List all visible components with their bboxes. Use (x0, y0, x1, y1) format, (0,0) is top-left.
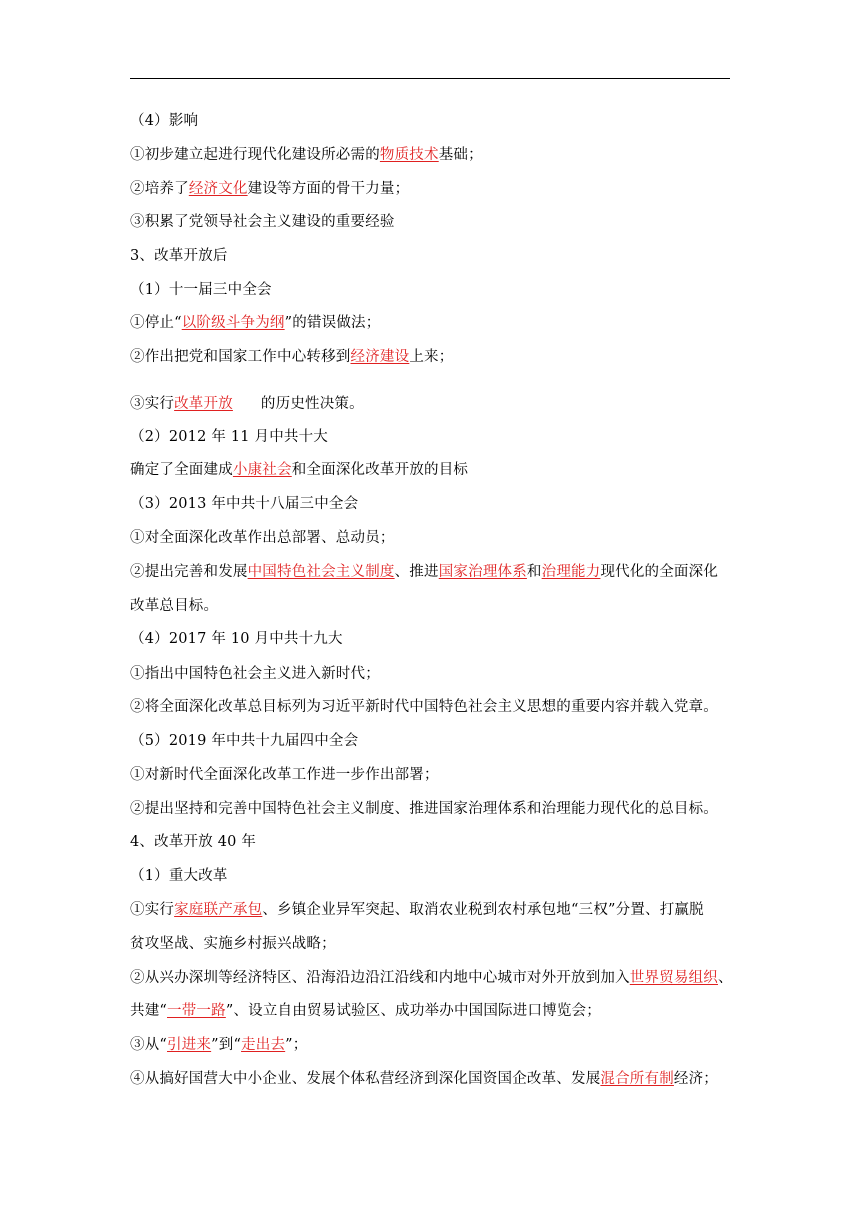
key-term: 中国特色社会主义制度 (247, 564, 395, 580)
list-item: ③实行改革开放 的历史性决策。 (130, 396, 364, 412)
subsection-heading: （1）十一届三中全会 (130, 282, 272, 298)
list-item-continued: 改革总目标。 (130, 598, 219, 614)
section-heading: 4、改革开放 40 年 (130, 834, 257, 850)
key-term: 经济文化 (188, 181, 248, 197)
list-item: ②提出完善和发展中国特色社会主义制度、推进国家治理体系和治理能力现代化的全面深化 (130, 564, 719, 580)
list-item: ①初步建立起进行现代化建设所必需的物质技术基础； (130, 147, 483, 163)
key-term: 以阶级斗争为纲 (181, 315, 285, 331)
list-item: ①实行家庭联产承包、乡镇企业异军突起、取消农业税到农村承包地“三权”分置、打赢脱 (130, 902, 704, 918)
header-rule (130, 78, 730, 79)
key-term: 经济建设 (350, 349, 410, 365)
section-heading: 3、改革开放后 (130, 248, 228, 264)
list-item: ④从搞好国营大中小企业、发展个体私营经济到深化国资国企改革、发展混合所有制经济； (130, 1071, 719, 1087)
key-term: 引进来 (167, 1037, 212, 1053)
key-term: 国家治理体系 (438, 564, 527, 580)
subsection-heading: （3）2013 年中共十八届三中全会 (130, 496, 359, 512)
list-item: ①停止“以阶级斗争为纲”的错误做法； (130, 315, 381, 331)
list-item: ③从“引进来”到“走出去”； (130, 1037, 308, 1053)
list-item: ②培养了经济文化建设等方面的骨干力量； (130, 181, 410, 197)
list-item: ①对新时代全面深化改革工作进一步作出部署； (130, 767, 439, 783)
key-term: 世界贸易组织 (629, 970, 718, 986)
subsection-heading: （2）2012 年 11 月中共十大 (130, 429, 329, 445)
key-term: 混合所有制 (600, 1071, 674, 1087)
key-term: 物质技术 (379, 147, 439, 163)
key-term: 走出去 (241, 1037, 286, 1053)
list-item: ①指出中国特色社会主义进入新时代； (130, 666, 380, 682)
key-term: 小康社会 (232, 462, 292, 478)
list-item-continued: 共建“一带一路”、设立自由贸易试验区、成功举办中国国际进口博览会； (130, 1003, 601, 1019)
subsection-heading: （1）重大改革 (130, 868, 228, 884)
subsection-heading: （5）2019 年中共十九届四中全会 (130, 733, 359, 749)
heading-influence: （4）影响 (130, 113, 199, 129)
list-item: ②从兴办深圳等经济特区、沿海沿边沿江沿线和内地中心城市对外开放到加入世界贸易组织、 (130, 970, 733, 986)
list-item-continued: 贫攻坚战、实施乡村振兴战略； (130, 936, 336, 952)
list-item: ③积累了党领导社会主义建设的重要经验 (130, 214, 395, 230)
list-item: ②将全面深化改革总目标列为习近平新时代中国特色社会主义思想的重要内容并载入党章。 (130, 699, 718, 715)
key-term: 一带一路 (167, 1003, 226, 1019)
list-item: ①对全面深化改革作出总部署、总动员； (130, 530, 395, 546)
key-term: 治理能力 (541, 564, 601, 580)
list-item: ②提出坚持和完善中国特色社会主义制度、推进国家治理体系和治理能力现代化的总目标。 (130, 801, 718, 817)
key-term: 改革开放 (174, 396, 233, 412)
subsection-heading: （4）2017 年 10 月中共十九大 (130, 631, 343, 647)
list-item: ②作出把党和国家工作中心转移到经济建设上来； (130, 349, 454, 365)
key-term: 家庭联产承包 (174, 902, 263, 918)
paragraph: 确定了全面建成小康社会和全面深化改革开放的目标 (130, 462, 469, 478)
